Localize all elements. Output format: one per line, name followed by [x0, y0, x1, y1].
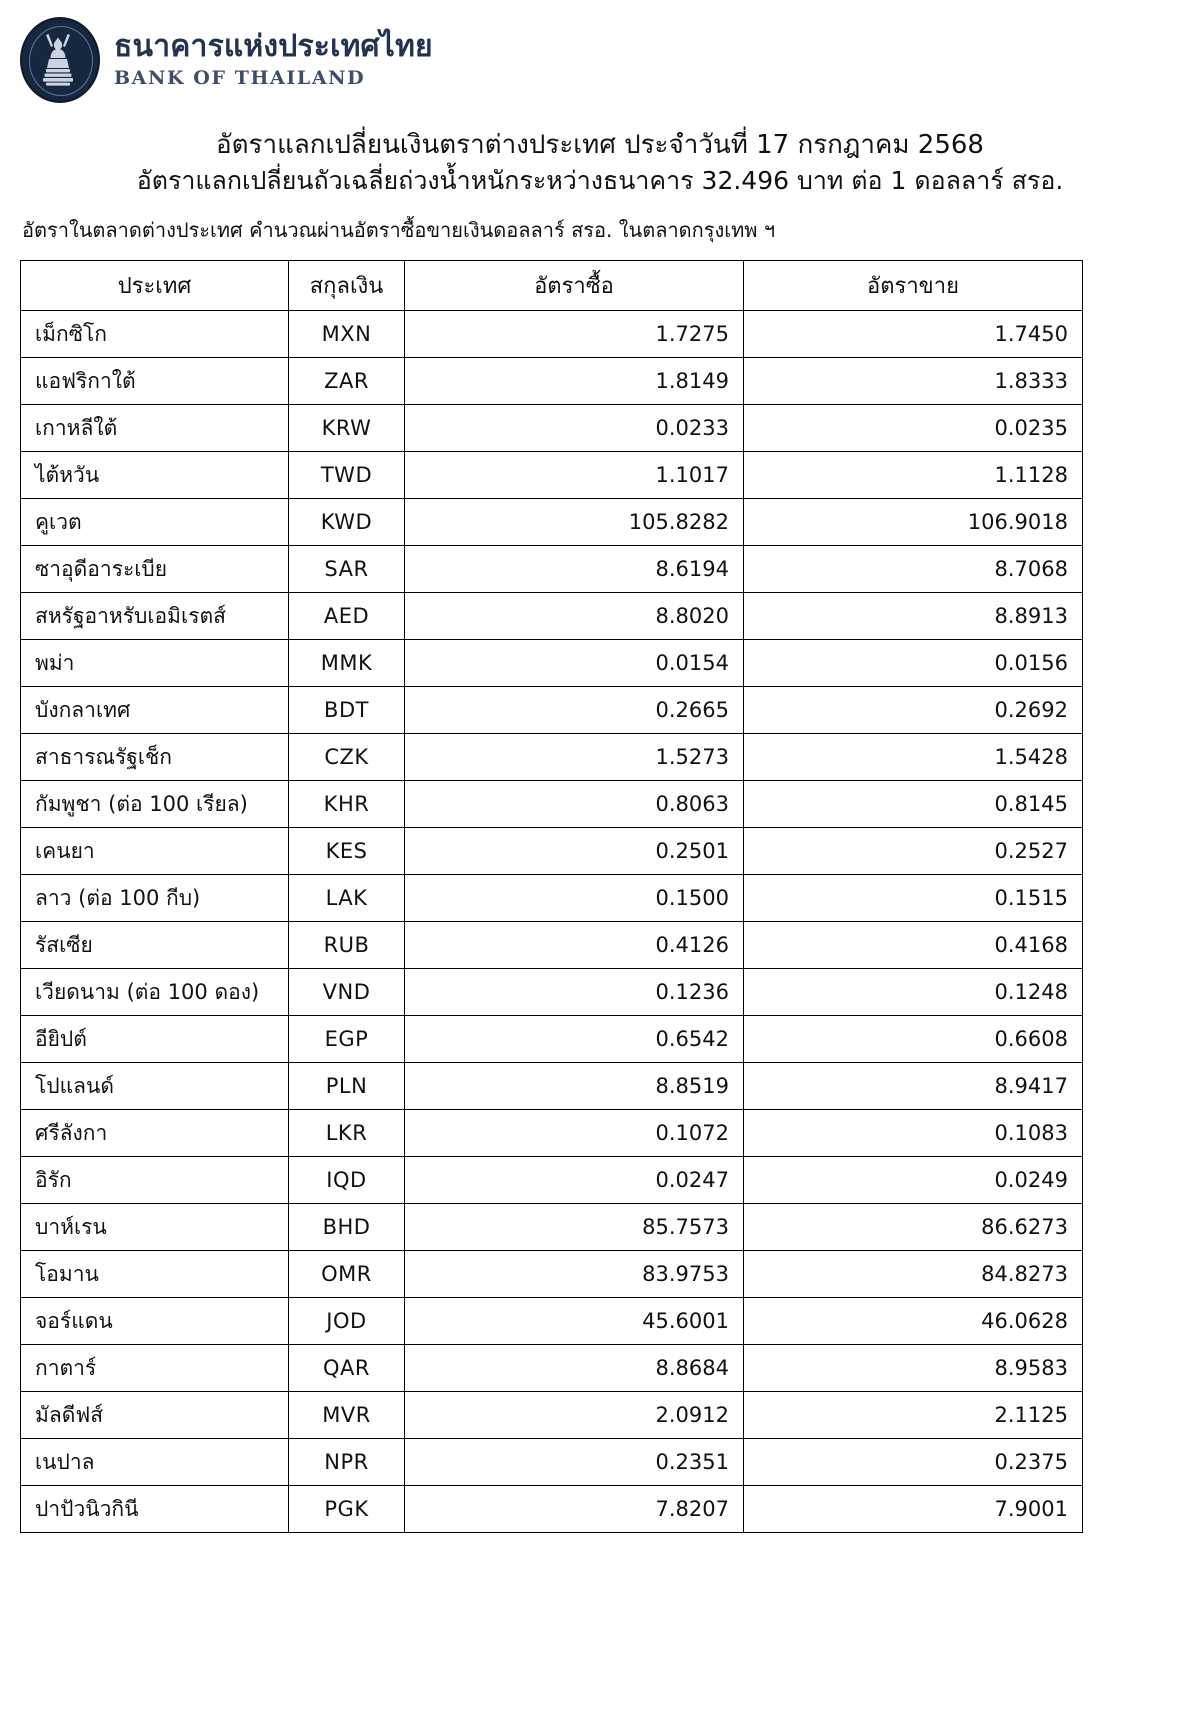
table-row	[21, 1110, 1083, 1157]
cell-buying-rate: 1.8149	[405, 358, 744, 405]
cell-selling-rate: 0.0156	[744, 640, 1083, 687]
column-header-currency: สกุลเงิน	[289, 261, 405, 311]
table-row	[21, 1439, 1083, 1486]
cell-country: รัสเซีย	[21, 922, 289, 969]
cell-currency-code: NPR	[289, 1439, 405, 1486]
cell-currency-code: KHR	[289, 781, 405, 828]
cell-country: ปาปัวนิวกินี	[21, 1486, 289, 1533]
table-header	[21, 261, 1083, 311]
cell-currency-code: SAR	[289, 546, 405, 593]
cell-currency-code: LAK	[289, 875, 405, 922]
cell-buying-rate: 0.2665	[405, 687, 744, 734]
table-row	[21, 405, 1083, 452]
cell-selling-rate: 0.0249	[744, 1157, 1083, 1204]
table-row	[21, 1157, 1083, 1204]
cell-buying-rate: 0.8063	[405, 781, 744, 828]
cell-currency-code: PLN	[289, 1063, 405, 1110]
cell-selling-rate: 0.8145	[744, 781, 1083, 828]
cell-selling-rate: 46.0628	[744, 1298, 1083, 1345]
cell-selling-rate: 1.8333	[744, 358, 1083, 405]
cell-country: เคนยา	[21, 828, 289, 875]
cell-country: แอฟริกาใต้	[21, 358, 289, 405]
table-row	[21, 1251, 1083, 1298]
cell-currency-code: BHD	[289, 1204, 405, 1251]
bank-wordmark	[114, 28, 433, 88]
cell-currency-code: KWD	[289, 499, 405, 546]
cell-buying-rate: 8.6194	[405, 546, 744, 593]
cell-currency-code: QAR	[289, 1345, 405, 1392]
interbank-rate-subtitle: อัตราแลกเปลี่ยนถัวเฉลี่ยถ่วงน้ำหนักระหว่างธนาคาร 32.496 บาท ต่อ 1 ดอลลาร์ สรอ.	[136, 165, 1064, 195]
column-header-country: ประเทศ	[21, 261, 289, 311]
cell-currency-code: LKR	[289, 1110, 405, 1157]
cell-selling-rate: 2.1125	[744, 1392, 1083, 1439]
cell-selling-rate: 0.1083	[744, 1110, 1083, 1157]
cell-currency-code: ZAR	[289, 358, 405, 405]
cell-country: บาห์เรน	[21, 1204, 289, 1251]
cell-country: เวียดนาม (ต่อ 100 ดอง)	[21, 969, 289, 1016]
cell-selling-rate: 8.7068	[744, 546, 1083, 593]
cell-currency-code: CZK	[289, 734, 405, 781]
cell-selling-rate: 7.9001	[744, 1486, 1083, 1533]
bank-name-thai: ธนาคารแห่งประเทศไทย	[114, 29, 433, 64]
cell-buying-rate: 0.4126	[405, 922, 744, 969]
cell-selling-rate: 0.1248	[744, 969, 1083, 1016]
table-row	[21, 311, 1083, 358]
table-body	[21, 311, 1083, 1533]
cell-country: ไต้หวัน	[21, 452, 289, 499]
table-row	[21, 687, 1083, 734]
cell-country: เกาหลีใต้	[21, 405, 289, 452]
cell-country: เม็กซิโก	[21, 311, 289, 358]
cell-selling-rate: 0.6608	[744, 1016, 1083, 1063]
table-row	[21, 1016, 1083, 1063]
cell-currency-code: PGK	[289, 1486, 405, 1533]
cell-selling-rate: 84.8273	[744, 1251, 1083, 1298]
bank-of-thailand-seal-icon	[18, 15, 98, 101]
cell-country: เนปาล	[21, 1439, 289, 1486]
cell-buying-rate: 0.0154	[405, 640, 744, 687]
cell-selling-rate: 86.6273	[744, 1204, 1083, 1251]
cell-currency-code: VND	[289, 969, 405, 1016]
table-row	[21, 546, 1083, 593]
table-row	[21, 1345, 1083, 1392]
cell-country: จอร์แดน	[21, 1298, 289, 1345]
table-row	[21, 640, 1083, 687]
cell-currency-code: KES	[289, 828, 405, 875]
cell-selling-rate: 0.2375	[744, 1439, 1083, 1486]
cell-country: ลาว (ต่อ 100 กีบ)	[21, 875, 289, 922]
cell-country: กัมพูชา (ต่อ 100 เรียล)	[21, 781, 289, 828]
cell-currency-code: MXN	[289, 311, 405, 358]
table-row	[21, 1486, 1083, 1533]
cell-currency-code: RUB	[289, 922, 405, 969]
table-row	[21, 734, 1083, 781]
exchange-rate-table-wrapper	[20, 260, 1182, 1533]
table-row	[21, 922, 1083, 969]
cell-buying-rate: 1.5273	[405, 734, 744, 781]
table-row	[21, 499, 1083, 546]
cell-buying-rate: 8.8684	[405, 1345, 744, 1392]
cell-buying-rate: 0.1236	[405, 969, 744, 1016]
cell-buying-rate: 0.2351	[405, 1439, 744, 1486]
cell-currency-code: JOD	[289, 1298, 405, 1345]
column-header-buying: อัตราซื้อ	[405, 261, 744, 311]
cell-selling-rate: 8.9583	[744, 1345, 1083, 1392]
cell-selling-rate: 0.0235	[744, 405, 1083, 452]
cell-country: โอมาน	[21, 1251, 289, 1298]
table-row	[21, 1063, 1083, 1110]
cell-buying-rate: 0.0233	[405, 405, 744, 452]
cell-currency-code: OMR	[289, 1251, 405, 1298]
exchange-rate-table	[20, 260, 1083, 1533]
cell-selling-rate: 106.9018	[744, 499, 1083, 546]
page-header	[0, 0, 1200, 104]
cell-country: สหรัฐอาหรับเอมิเรตส์	[21, 593, 289, 640]
table-row	[21, 969, 1083, 1016]
cell-buying-rate: 7.8207	[405, 1486, 744, 1533]
cell-buying-rate: 85.7573	[405, 1204, 744, 1251]
cell-country: สาธารณรัฐเช็ก	[21, 734, 289, 781]
cell-selling-rate: 1.7450	[744, 311, 1083, 358]
cell-country: คูเวต	[21, 499, 289, 546]
cell-country: บังกลาเทศ	[21, 687, 289, 734]
cell-buying-rate: 8.8519	[405, 1063, 744, 1110]
table-row	[21, 875, 1083, 922]
cell-currency-code: MMK	[289, 640, 405, 687]
cell-buying-rate: 0.1072	[405, 1110, 744, 1157]
cell-selling-rate: 0.4168	[744, 922, 1083, 969]
cell-buying-rate: 1.7275	[405, 311, 744, 358]
cell-buying-rate: 0.0247	[405, 1157, 744, 1204]
table-row	[21, 1204, 1083, 1251]
table-row	[21, 1298, 1083, 1345]
cell-currency-code: KRW	[289, 405, 405, 452]
cell-selling-rate: 0.1515	[744, 875, 1083, 922]
page-titles	[0, 104, 1200, 246]
cell-country: อิรัก	[21, 1157, 289, 1204]
cell-selling-rate: 8.9417	[744, 1063, 1083, 1110]
cell-buying-rate: 45.6001	[405, 1298, 744, 1345]
table-row	[21, 358, 1083, 405]
cell-selling-rate: 0.2692	[744, 687, 1083, 734]
table-row	[21, 828, 1083, 875]
cell-currency-code: BDT	[289, 687, 405, 734]
cell-selling-rate: 8.8913	[744, 593, 1083, 640]
cell-country: มัลดีฟส์	[21, 1392, 289, 1439]
cell-buying-rate: 0.1500	[405, 875, 744, 922]
cell-currency-code: AED	[289, 593, 405, 640]
table-row	[21, 452, 1083, 499]
cell-buying-rate: 0.6542	[405, 1016, 744, 1063]
market-note: อัตราในตลาดต่างประเทศ คำนวณผ่านอัตราซื้อขายเงินดอลลาร์ สรอ. ในตลาดกรุงเทพ ฯ	[22, 218, 776, 243]
cell-currency-code: IQD	[289, 1157, 405, 1204]
cell-selling-rate: 1.5428	[744, 734, 1083, 781]
cell-selling-rate: 1.1128	[744, 452, 1083, 499]
cell-country: พม่า	[21, 640, 289, 687]
table-row	[21, 781, 1083, 828]
cell-country: อียิปต์	[21, 1016, 289, 1063]
cell-buying-rate: 83.9753	[405, 1251, 744, 1298]
cell-currency-code: TWD	[289, 452, 405, 499]
table-header-row	[21, 261, 1083, 311]
bank-name-english: BANK OF THAILAND	[114, 67, 366, 89]
cell-currency-code: MVR	[289, 1392, 405, 1439]
cell-country: ซาอุดีอาระเบีย	[21, 546, 289, 593]
cell-currency-code: EGP	[289, 1016, 405, 1063]
cell-country: กาตาร์	[21, 1345, 289, 1392]
cell-buying-rate: 2.0912	[405, 1392, 744, 1439]
column-header-selling: อัตราขาย	[744, 261, 1083, 311]
cell-country: โปแลนด์	[21, 1063, 289, 1110]
cell-country: ศรีลังกา	[21, 1110, 289, 1157]
cell-buying-rate: 1.1017	[405, 452, 744, 499]
table-row	[21, 1392, 1083, 1439]
table-row	[21, 593, 1083, 640]
cell-buying-rate: 105.8282	[405, 499, 744, 546]
cell-buying-rate: 8.8020	[405, 593, 744, 640]
cell-buying-rate: 0.2501	[405, 828, 744, 875]
page-title: อัตราแลกเปลี่ยนเงินตราต่างประเทศ ประจำวันที่ 17 กรกฎาคม 2568	[216, 130, 984, 160]
cell-selling-rate: 0.2527	[744, 828, 1083, 875]
